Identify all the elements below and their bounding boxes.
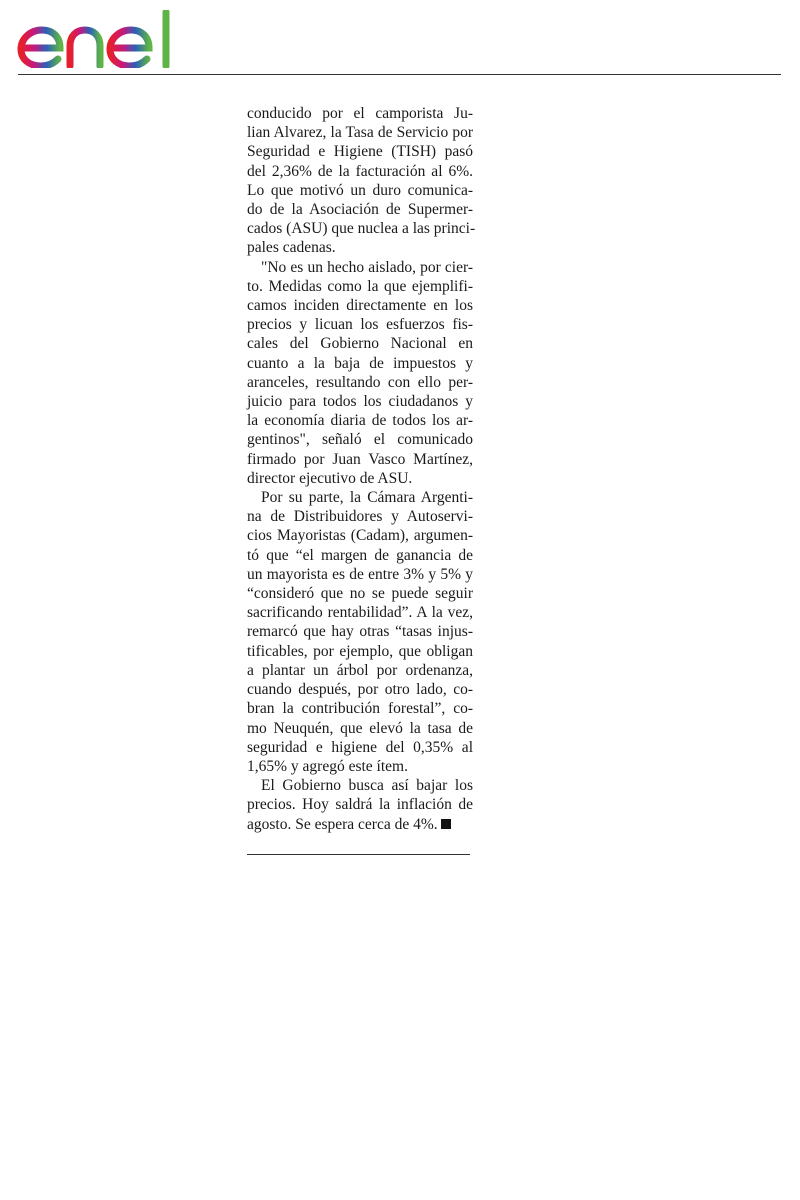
article-end-divider	[247, 854, 470, 855]
article-line: seguridad e higiene del 0,35% al	[247, 738, 473, 756]
article-line: camos inciden directamente en los	[247, 297, 473, 315]
article-line: cales del Gobierno Nacional en	[247, 335, 473, 353]
article-line: pales cadenas.	[247, 239, 336, 257]
article-line: na de Distribuidores y Autoservi-	[247, 508, 473, 526]
end-of-article-icon	[441, 819, 451, 829]
article-line: Lo que motivó un duro comunica-	[247, 181, 473, 199]
enel-logo	[16, 10, 178, 68]
article-line: a plantar un árbol por ordenanza,	[247, 661, 473, 679]
article-line: aranceles, resultando con ello per-	[247, 373, 473, 391]
article-line: do de la Asociación de Supermer-	[247, 201, 473, 219]
article-line: “consideró que no se puede seguir	[247, 585, 473, 603]
article-line: cuando después, por otro lado, co-	[247, 681, 473, 699]
article-line: lian Alvarez, la Tasa de Servicio por	[247, 124, 473, 142]
article-line: juicio para todos los ciudadanos y	[247, 393, 473, 411]
article-line: cuanto a la baja de impuestos y	[247, 354, 473, 372]
article-line: un mayorista es de entre 3% y 5% y	[247, 565, 473, 583]
article-line: mo Neuquén, que elevó la tasa de	[247, 719, 473, 737]
article-line: to. Medidas como la que ejemplifi-	[247, 277, 473, 295]
article-line: "No es un hecho aislado, por cier-	[261, 258, 473, 276]
article-line: bran la contribución forestal”, co-	[247, 700, 473, 718]
article-line: tó que “el margen de ganancia de	[247, 546, 473, 564]
article-line: la economía diaria de todos los ar-	[247, 412, 473, 430]
article-line: director ejecutivo de ASU.	[247, 469, 413, 487]
article-line: firmado por Juan Vasco Martínez,	[247, 450, 473, 468]
article-line: El Gobierno busca así bajar los	[261, 777, 473, 795]
article-line: del 2,36% de la facturación al 6%.	[247, 162, 473, 180]
article-line: 1,65% y agregó este ítem.	[247, 757, 408, 775]
article-line: remarcó que hay otras “tasas injus-	[247, 623, 473, 641]
header-divider	[18, 74, 781, 75]
article-column	[247, 104, 476, 834]
article-line: gentinos", señaló el comunicado	[247, 431, 473, 449]
article-line: Por su parte, la Cámara Argenti-	[261, 489, 473, 507]
article-line: Seguridad e Higiene (TISH) pasó	[247, 143, 473, 161]
article-line: tificables, por ejemplo, que obligan	[247, 642, 473, 660]
article-line: precios. Hoy saldrá la inflación de	[247, 796, 473, 814]
page-header	[0, 0, 800, 76]
article-line: cados (ASU) que nuclea a las princi-	[247, 220, 476, 238]
article-line: agosto. Se espera cerca de 4%.	[247, 815, 473, 834]
article-line: precios y licuan los esfuerzos fis-	[247, 316, 473, 334]
article-line: conducido por el camporista Ju-	[247, 105, 473, 122]
article-line: cios Mayoristas (Cadam), argumen-	[247, 527, 473, 545]
article-line: sacrificando rentabilidad”. A la vez,	[247, 604, 473, 622]
